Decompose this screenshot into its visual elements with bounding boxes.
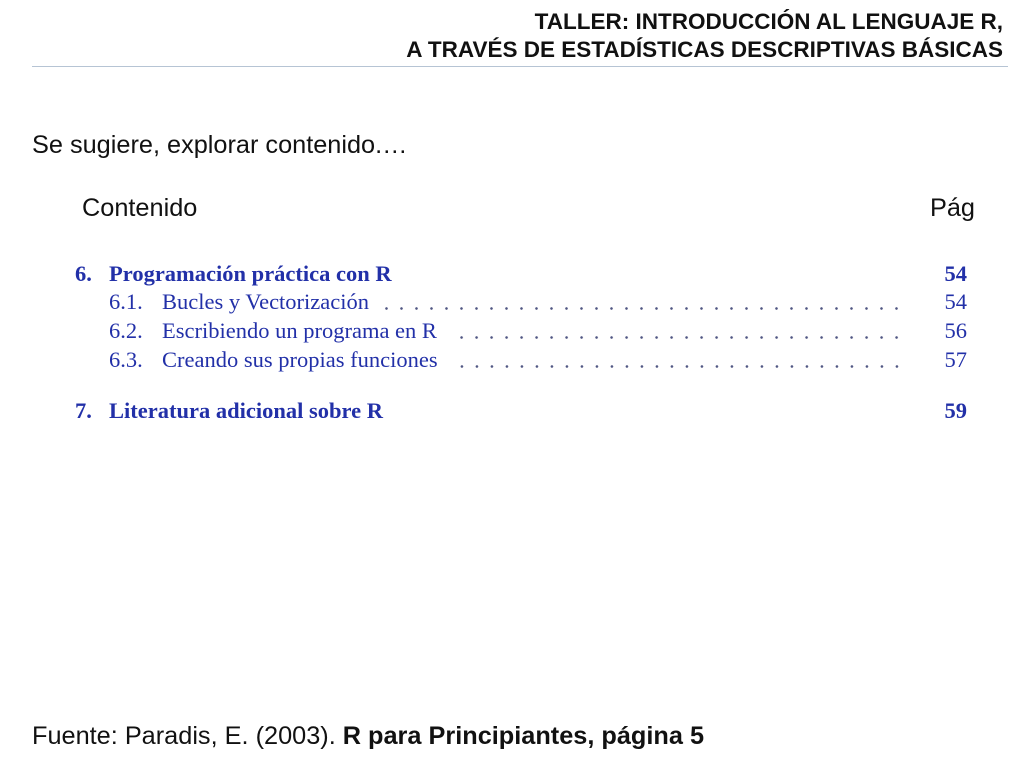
toc-entry-title: Creando sus propias funciones [162,347,438,372]
toc-column-contenido: Contenido [82,194,198,222]
toc-entry [75,259,967,288]
toc-entry-page: 54 [944,289,967,314]
source-author-year: Fuente: Paradis, E. (2003). [32,722,336,750]
toc-entry-number: 6. [75,261,92,286]
source-book-title: R para Principiantes, página 5 [342,722,705,750]
toc-entry-page: 56 [944,318,967,343]
toc-entry-page: 54 [944,261,967,286]
toc-leader [381,307,910,310]
header-title-line-2: A TRAVÉS DE ESTADÍSTICAS DESCRIPTIVAS BÁSICAS [406,37,1003,62]
source-citation [32,721,704,751]
toc-entry-number: 6.3. [109,347,143,372]
toc-entry [75,316,967,345]
toc-entry-title: Escribiendo un programa en R [162,318,437,343]
toc-leader [449,336,910,339]
toc-entry [75,287,967,316]
toc-entry [75,396,967,425]
toc-entry [75,345,967,374]
toc-leader [450,365,910,368]
toc-entry-title: Programación práctica con R [109,261,392,286]
toc-entry-title: Literatura adicional sobre R [109,398,383,423]
toc-entry-page: 57 [944,347,967,372]
toc-entry-number: 6.1. [109,289,143,314]
toc-entry-number: 7. [75,398,92,423]
toc-column-pag: Pág [929,194,975,222]
toc-entry-number: 6.2. [109,318,143,343]
toc-entry-title: Bucles y Vectorización [162,289,370,314]
toc-entry-page: 59 [944,398,967,423]
header-title-line-1: TALLER: INTRODUCCIÓN AL LENGUAJE R, [534,9,1003,34]
header-divider [32,66,1008,67]
intro-text: Se sugiere, explorar contenido.… [32,131,408,159]
slide-header [406,8,1003,64]
